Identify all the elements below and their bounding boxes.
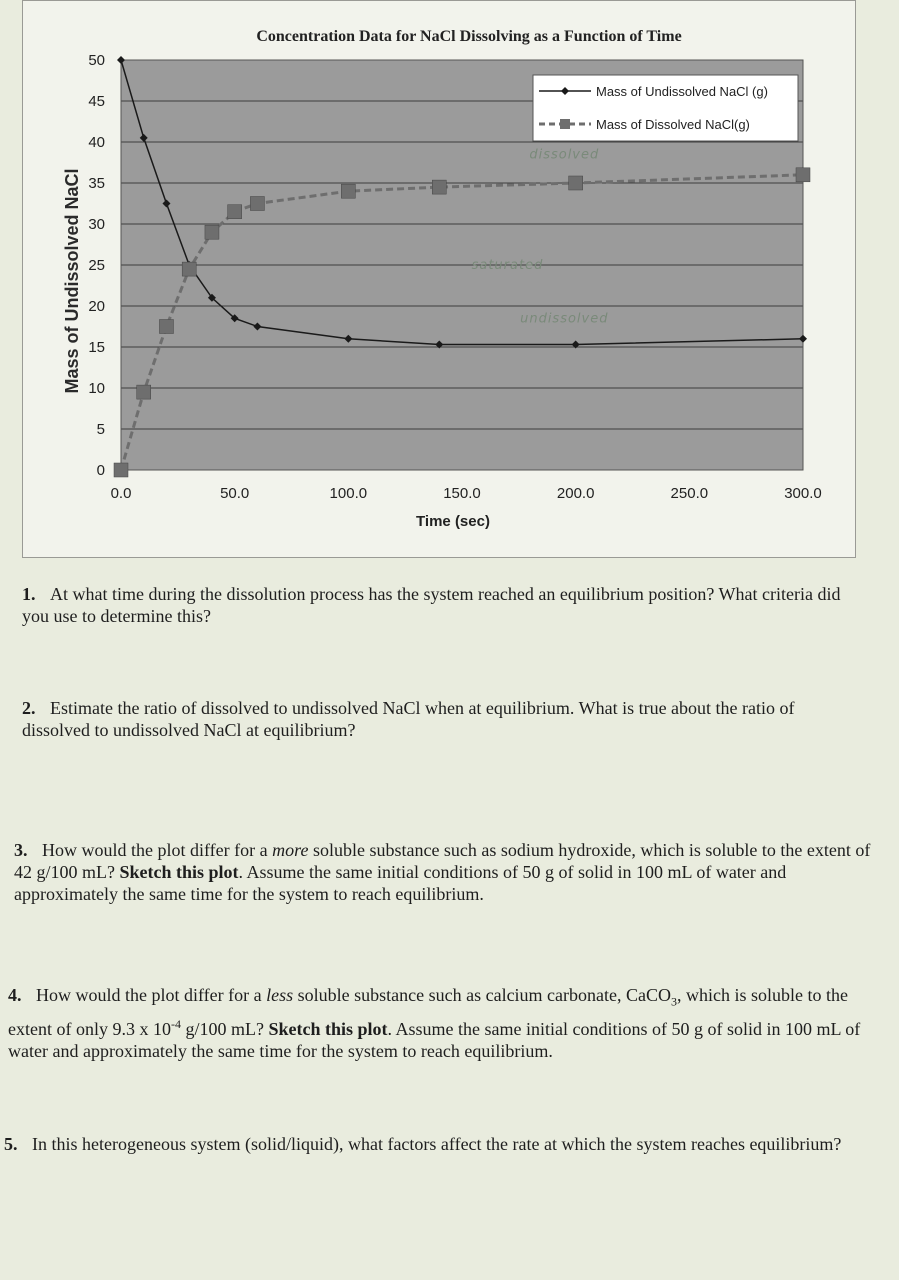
question-text-part: soluble substance such as calcium carbonate, CaCO <box>293 985 672 1005</box>
legend-label: Mass of Undissolved NaCl (g) <box>596 84 768 99</box>
annotation: saturated <box>471 258 544 274</box>
question-number: 3. <box>14 840 28 860</box>
x-tick-label: 300.0 <box>784 485 822 502</box>
question-number: 2. <box>22 698 36 718</box>
question-1 <box>22 583 842 627</box>
question-2 <box>22 697 862 741</box>
question-text-part: 3 <box>671 994 678 1009</box>
question-text <box>22 698 795 740</box>
question-text-part: -4 <box>170 1016 181 1031</box>
question-text-part: Sketch this plot <box>119 862 239 882</box>
data-point-square <box>159 320 173 334</box>
x-tick-label: 200.0 <box>556 485 595 502</box>
data-point-square <box>205 225 219 239</box>
data-point-square <box>228 205 242 219</box>
question-text <box>8 985 860 1061</box>
data-point-square <box>569 176 583 190</box>
data-point-square <box>341 184 355 198</box>
data-point-square <box>796 168 810 182</box>
question-5 <box>4 1133 864 1155</box>
question-text-part: more <box>272 840 309 860</box>
y-tick-label: 35 <box>88 175 105 192</box>
question-text <box>32 1134 841 1154</box>
y-tick-label: 0 <box>96 462 105 479</box>
question-text-part: How would the plot differ for a <box>42 840 273 860</box>
question-text <box>14 840 870 904</box>
y-tick-label: 5 <box>96 421 105 438</box>
y-tick-label: 15 <box>88 339 105 356</box>
chart-frame <box>22 0 856 558</box>
question-3 <box>14 839 874 905</box>
chart-title: Concentration Data for NaCl Dissolving as a Function of Time <box>256 28 682 45</box>
question-text-part: How would the plot differ for a <box>36 985 267 1005</box>
question-number: 5. <box>4 1134 18 1154</box>
question-text-part: less <box>266 985 294 1005</box>
question-text <box>22 584 841 626</box>
question-4 <box>8 984 868 1062</box>
question-text-part: Sketch this plot <box>268 1018 388 1039</box>
data-point-square <box>250 197 264 211</box>
data-point-square <box>137 385 151 399</box>
x-tick-label: 0.0 <box>110 485 132 502</box>
question-text-part: At what time during the dissolution process has the system reached an equilibrium position? What criteria did you use to determine this? <box>22 584 841 626</box>
question-text-part: , which is soluble to the extent of only 9.3 x 10 <box>8 985 848 1039</box>
x-tick-label: 50.0 <box>220 485 250 502</box>
data-point-square <box>432 180 446 194</box>
question-text-part: soluble substance such as sodium hydroxide, which is soluble to the extent of 42 g/100 mL? <box>14 840 871 882</box>
y-tick-label: 30 <box>88 216 105 233</box>
question-text-part: In this heterogeneous system (solid/liquid), what factors affect the rate at which the system reaches equilibrium? <box>32 1134 842 1154</box>
question-text-part: . Assume the same initial conditions of 50 g of solid in 100 mL of water and approximately the same time for the system to reach equilibrium. <box>8 1018 861 1061</box>
y-tick-label: 25 <box>88 257 105 274</box>
y-tick-label: 40 <box>88 134 105 151</box>
question-text-part: g/100 mL? <box>180 1018 269 1039</box>
question-text-part: Estimate the ratio of dissolved to undissolved NaCl when at equilibrium. What is true about the ratio of dissolved to undissolved NaCl at equilibrium? <box>22 698 795 740</box>
legend-label: Mass of Dissolved NaCl(g) <box>596 117 750 132</box>
y-tick-label: 10 <box>88 380 105 397</box>
annotation: undissolved <box>520 311 609 327</box>
x-tick-label: 100.0 <box>329 485 368 502</box>
data-point-square <box>182 262 196 276</box>
y-tick-label: 45 <box>88 93 105 110</box>
y-axis-label: Mass of Undissolved NaCl <box>62 168 82 394</box>
y-tick-label: 50 <box>88 52 105 69</box>
data-point-square <box>114 463 128 477</box>
x-axis-label: Time (sec) <box>416 513 490 530</box>
x-tick-label: 150.0 <box>443 485 481 502</box>
x-tick-label: 250.0 <box>670 485 709 502</box>
legend-swatch-marker <box>560 119 570 129</box>
concentration-chart <box>23 1 855 557</box>
question-number: 4. <box>8 985 22 1005</box>
y-tick-label: 20 <box>88 298 105 315</box>
question-number: 1. <box>22 584 36 604</box>
question-text-part: . Assume the same initial conditions of 50 g of solid in 100 mL of water and approximately the same time for the system to reach equilibrium. <box>14 862 787 904</box>
annotation: dissolved <box>529 147 600 163</box>
